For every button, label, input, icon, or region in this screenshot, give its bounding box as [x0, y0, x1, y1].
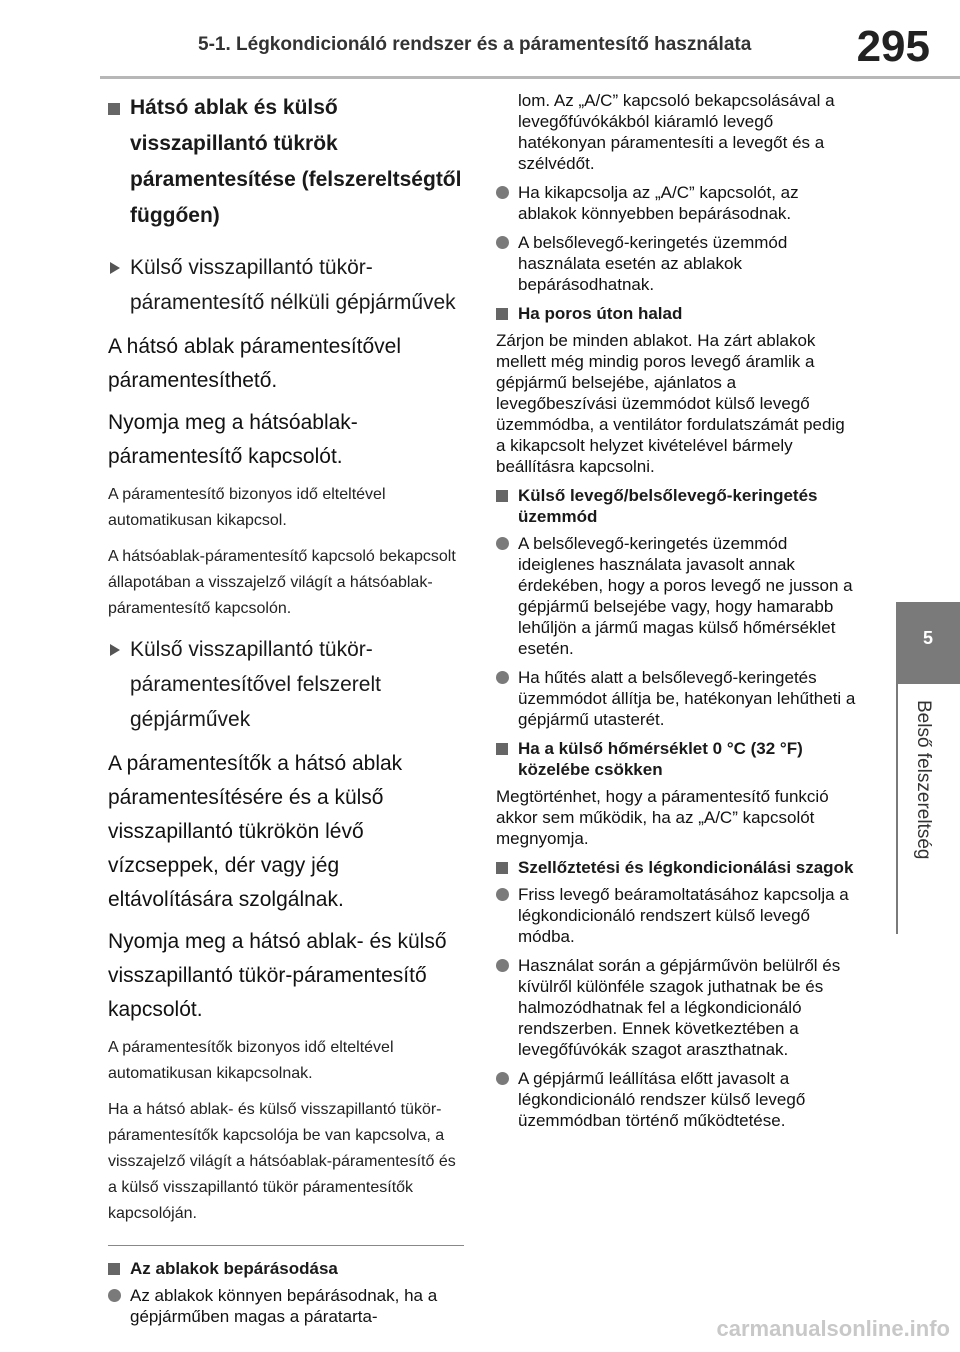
- note: A hátsóablak-páramentesítő kapcsoló bekapcsolt állapotában a visszajelző világít a hátsóablak-páramentesítő kapcsolón.: [108, 548, 456, 617]
- note: A páramentesítő bizonyos idő elteltével automatikusan kikapcsol.: [108, 486, 386, 529]
- section-heading: Ha a külső hőmérséklet 0 °C (32 °F) közelébe csökken: [496, 738, 856, 780]
- section-divider: [108, 1245, 464, 1246]
- bullet-item: Ha kikapcsolja az „A/C” kapcsolót, az ablakok könnyebben bepárásodnak.: [496, 182, 856, 224]
- section-title: 5-1. Légkondicionáló rendszer és a páramentesítő használata: [198, 34, 752, 55]
- chapter-tab-line: [896, 684, 898, 934]
- bullet-item: A belsőlevegő-keringetés üzemmód ideiglenes használata javasolt annak érdekében, hogy a poros levegő ne jusson a gépjármű belsejébe vagy, hogy hamarabb lehűljön a jármű magas külső hőmérséklet esetén.: [496, 533, 856, 659]
- note: A páramentesítők bizonyos idő elteltével automatikusan kikapcsolnak.: [108, 1039, 394, 1082]
- bullet-item: A gépjármű leállítása előtt javasolt a légkondicionáló rendszer külső levegő üzemmódban történő működtetése.: [496, 1068, 856, 1131]
- bullet-item: Használat során a gépjárművön belülről és kívülről különféle szagok juthatnak be és halmozódhatnak fel a légkondicionáló rendszerben. Ennek következtében a levegőfúvókák szagot araszthatnak.: [496, 955, 856, 1060]
- section-heading: Szellőztetési és légkondicionálási szagok: [496, 857, 856, 878]
- bullet-item: Az ablakok könnyen bepárásodnak, ha a gépjárműben magas a páratarta-: [108, 1285, 464, 1327]
- paragraph: Nyomja meg a hátsóablak-páramentesítő kapcsolót.: [108, 411, 358, 468]
- header-divider: [100, 76, 960, 79]
- page-number: 295: [856, 22, 930, 71]
- page-header: [0, 0, 960, 80]
- section-heading: Külső levegő/belsőlevegő-keringetés üzemmód: [496, 485, 856, 527]
- section-heading: Ha poros úton halad: [496, 303, 856, 324]
- paragraph: A hátsó ablak páramentesítővel páramentesíthető.: [108, 335, 402, 392]
- paragraph: Nyomja meg a hátsó ablak- és külső visszapillantó tükör-páramentesítő kapcsolót.: [108, 930, 447, 1021]
- section-heading: Hátsó ablak és külső visszapillantó tükrök páramentesítése (felszereltségtől függően): [108, 90, 464, 234]
- chapter-label: Belső felszereltség: [913, 700, 934, 860]
- right-column: [496, 90, 856, 1139]
- chapter-number: 5: [922, 628, 933, 648]
- note: Ha a hátsó ablak- és külső visszapillantó tükör-páramentesítők kapcsolója be van kapcsolva, a visszajelző világít a hátsóablak-páramentesítő és a külső visszapillantó tükör páramentesítők kapcsolóján.: [108, 1101, 456, 1222]
- paragraph: Megtörténhet, hogy a páramentesítő funkció akkor sem működik, ha az „A/C” kapcsolót megnyomja.: [496, 787, 829, 848]
- subsection-heading: Külső visszapillantó tükör-páramentesítővel felszerelt gépjárművek: [108, 632, 464, 737]
- bullet-item: A belsőlevegő-keringetés üzemmód használata esetén az ablakok bepárásodhatnak.: [496, 232, 856, 295]
- paragraph: Zárjon be minden ablakot. Ha zárt ablakok mellett még mindig poros levegő áramlik a gépjármű belsejébe, ajánlatos a levegőbeszívási üzemmódot külső levegő üzemmódba, a ventilátor fordulatszámát pedig a kikapcsolt helyzet kivételével bármely beállításra kapcsolni.: [496, 331, 845, 476]
- bullet-item: Friss levegő beáramoltatásához kapcsolja a légkondicionáló rendszert külső levegő módba.: [496, 884, 856, 947]
- bullet-continuation: lom. Az „A/C” kapcsoló bekapcsolásával a levegőfúvókákból kiáramló levegő hatékonyan páramentesíti a levegőt és a szélvédőt.: [518, 91, 835, 173]
- watermark: carmanualsonline.info: [716, 1316, 950, 1341]
- subsection-heading: Külső visszapillantó tükör-páramentesítő nélküli gépjárművek: [108, 250, 464, 320]
- section-heading: Az ablakok bepárásodása: [108, 1258, 464, 1279]
- paragraph: A páramentesítők a hátsó ablak páramentesítésére és a külső visszapillantó tükrökön lévő vízcseppek, dér vagy jég eltávolítására szolgálnak.: [108, 752, 403, 911]
- chapter-tab: [896, 602, 960, 684]
- left-column: [108, 90, 464, 1335]
- bullet-item: Ha hűtés alatt a belsőlevegő-keringetés üzemmódot állítja be, hatékonyan lehűtheti a gépjármű utasterét.: [496, 667, 856, 730]
